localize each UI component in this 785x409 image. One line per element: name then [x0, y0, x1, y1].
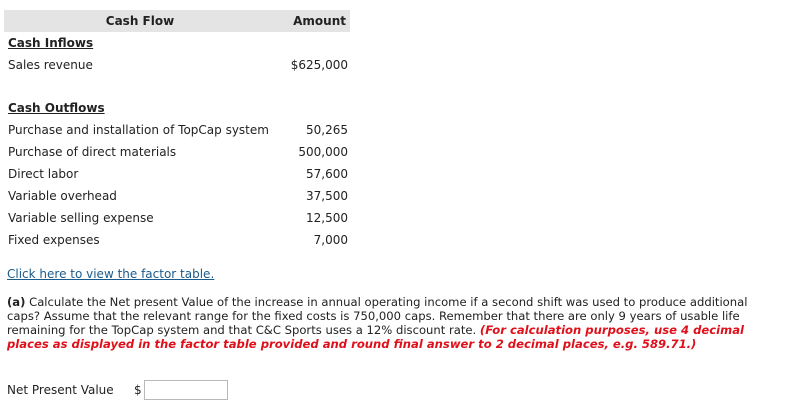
npv-input[interactable] [144, 380, 228, 400]
table-row [4, 207, 350, 229]
row-label: Sales revenue [8, 58, 93, 72]
cash-flow-table [4, 10, 350, 251]
table-row [4, 163, 350, 185]
row-amount: 37,500 [306, 189, 348, 203]
row-label: Purchase and installation of TopCap system [8, 123, 269, 137]
row-label: Variable selling expense [8, 211, 154, 225]
table-row [4, 119, 350, 141]
table-row [4, 141, 350, 163]
table-row [4, 229, 350, 251]
row-amount: 57,600 [306, 167, 348, 181]
row-amount: 50,265 [306, 123, 348, 137]
factor-table-link[interactable]: Click here to view the factor table. [7, 267, 215, 281]
table-row [4, 54, 350, 76]
amount-header: Amount [293, 14, 346, 28]
row-label: Purchase of direct materials [8, 145, 177, 159]
question-lead: (a) [7, 295, 26, 309]
row-label: Variable overhead [8, 189, 117, 203]
row-label: Direct labor [8, 167, 79, 181]
row-amount: 7,000 [313, 233, 348, 247]
calculation-instruction: (For calculation purposes, use 4 decimal places as displayed in the factor table provided and round final answer to 2 decimal places, e.g. 589.71.) [7, 323, 744, 351]
cash-flow-header: Cash Flow [105, 14, 175, 28]
question-text: Calculate the Net present Value of the increase in annual operating income if a second shift was used to produce additional caps? Assume that the relevant range for the fixed costs is 750,000 caps. Remember that there are only 9 years of usable life remaining for the TopCap system and that C&C Sports uses a 12% discount rate. [7, 295, 748, 337]
row-amount: $625,000 [290, 58, 348, 72]
row-amount: 12,500 [306, 211, 348, 225]
table-header [4, 10, 350, 32]
row-amount: 500,000 [298, 145, 348, 159]
currency-symbol: $ [134, 383, 142, 397]
row-label: Fixed expenses [8, 233, 100, 247]
cash-outflows-title: Cash Outflows [8, 101, 105, 115]
table-row [4, 185, 350, 207]
npv-answer-row [7, 378, 228, 402]
cash-inflows-title: Cash Inflows [8, 36, 94, 50]
npv-label: Net Present Value [7, 383, 114, 397]
question-a [7, 295, 779, 351]
